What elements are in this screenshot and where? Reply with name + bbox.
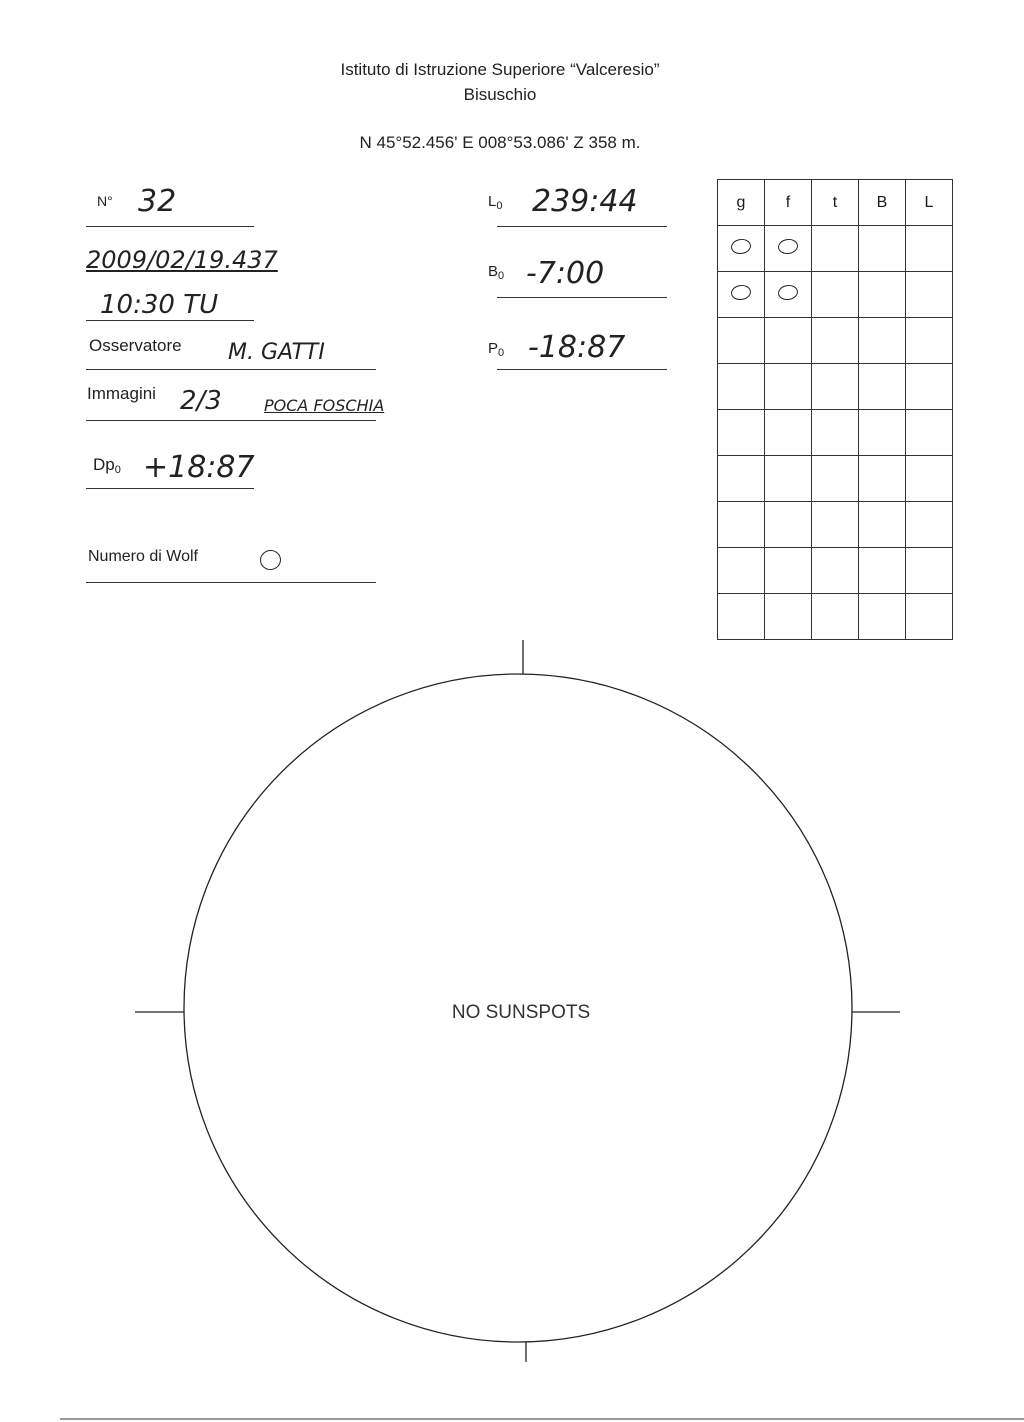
table-cell-t — [812, 364, 859, 410]
table-cell-b — [859, 226, 906, 272]
header-l: L — [906, 180, 953, 226]
table-cell-g — [718, 318, 765, 364]
header-t: t — [812, 180, 859, 226]
l0-label-sub: 0 — [496, 200, 503, 212]
b0-label — [488, 263, 504, 282]
header-g: g — [718, 180, 765, 226]
table-cell-t — [812, 226, 859, 272]
table-cell-b — [859, 502, 906, 548]
table-cell-f — [765, 594, 812, 640]
zero-mark — [730, 284, 752, 302]
dp0-label-sub: 0 — [114, 464, 121, 476]
observer-rule — [86, 369, 376, 370]
table-row — [718, 226, 953, 272]
table-cell-f — [765, 410, 812, 456]
table-cell-t — [812, 272, 859, 318]
observer-value: M. GATTI — [228, 340, 325, 365]
table-cell-g — [718, 502, 765, 548]
table-cell-l — [906, 226, 953, 272]
table-row — [718, 456, 953, 502]
table-cell-g — [718, 548, 765, 594]
cell-value — [789, 299, 790, 300]
images-note: POCA FOSCHIA — [264, 396, 385, 415]
table-cell-b — [859, 364, 906, 410]
table-cell-t — [812, 502, 859, 548]
institute-name: Istituto di Istruzione Superiore “Valceresio” — [340, 60, 660, 79]
table-cell-l — [906, 272, 953, 318]
l0-rule — [497, 226, 667, 227]
cell-value — [742, 299, 743, 300]
table-cell-l — [906, 594, 953, 640]
no-sunspots-note: NO SUNSPOTS — [451, 1002, 591, 1023]
header-f: f — [765, 180, 812, 226]
zero-mark — [730, 238, 752, 256]
time-rule — [86, 320, 254, 321]
p0-label-sub: 0 — [498, 347, 505, 359]
time-value: 10:30 TU — [100, 290, 219, 320]
dp0-rule — [86, 488, 254, 489]
l0-label-text: L — [488, 193, 497, 210]
table-cell-f — [765, 502, 812, 548]
table-cell-g — [718, 594, 765, 640]
table-cell-f — [765, 364, 812, 410]
table-header-row — [718, 180, 953, 226]
table-cell-t — [812, 594, 859, 640]
table-cell-t — [812, 410, 859, 456]
table-cell-l — [906, 410, 953, 456]
table-row — [718, 272, 953, 318]
date-value: 2009/02/19.437 — [86, 246, 278, 274]
wolf-value-mark — [258, 548, 282, 571]
table-cell-l — [906, 364, 953, 410]
solar-disk-diagram — [130, 636, 910, 1366]
table-cell-b — [859, 272, 906, 318]
observer-label: Osservatore — [89, 336, 182, 355]
p0-rule — [497, 369, 667, 370]
table-row — [718, 594, 953, 640]
wolf-rule — [86, 582, 376, 583]
cell-value — [789, 253, 790, 254]
cell-value — [742, 253, 743, 254]
dp0-label-text: Dp — [93, 455, 115, 474]
images-rule — [86, 420, 376, 421]
zero-mark — [777, 238, 799, 256]
table-row — [718, 410, 953, 456]
table-cell-g — [718, 226, 765, 272]
group-count-table — [717, 179, 953, 640]
dp0-label — [93, 455, 121, 476]
l0-label — [488, 193, 502, 212]
b0-label-text: B — [488, 263, 499, 280]
p0-value: -18:87 — [528, 330, 626, 365]
table-cell-t — [812, 548, 859, 594]
table-cell-f — [765, 226, 812, 272]
header-b: B — [859, 180, 906, 226]
table-cell-l — [906, 548, 953, 594]
table-cell-g — [718, 456, 765, 502]
b0-rule — [497, 297, 667, 298]
table-cell-b — [859, 456, 906, 502]
table-cell-b — [859, 410, 906, 456]
table-cell-b — [859, 318, 906, 364]
l0-value: 239:44 — [532, 184, 638, 219]
zero-mark — [777, 284, 799, 302]
table-cell-l — [906, 318, 953, 364]
table-cell-t — [812, 318, 859, 364]
p0-label — [488, 340, 504, 359]
images-value: 2/3 — [180, 386, 222, 416]
dp0-value: +18:87 — [143, 450, 255, 485]
wolf-value — [0, 0, 1, 1]
b0-value: -7:00 — [526, 256, 605, 291]
table-cell-g — [718, 410, 765, 456]
table-cell-g — [718, 364, 765, 410]
table-cell-f — [765, 548, 812, 594]
site-coordinates: N 45°52.456' E 008°53.086' Z 358 m. — [359, 133, 641, 152]
table-cell-b — [859, 548, 906, 594]
number-value: 32 — [138, 184, 177, 219]
scan-edge — [60, 1418, 1024, 1420]
table-cell-t — [812, 456, 859, 502]
table-cell-l — [906, 456, 953, 502]
b0-label-sub: 0 — [498, 270, 505, 282]
table-cell-g — [718, 272, 765, 318]
number-rule — [86, 226, 254, 227]
table-row — [718, 548, 953, 594]
p0-label-text: P — [488, 340, 499, 357]
wolf-label: Numero di Wolf — [88, 548, 198, 565]
number-label: N° — [97, 193, 113, 209]
table-cell-f — [765, 456, 812, 502]
table-cell-f — [765, 318, 812, 364]
table-row — [718, 502, 953, 548]
images-label: Immagini — [87, 384, 156, 403]
table-cell-f — [765, 272, 812, 318]
table-cell-b — [859, 594, 906, 640]
town-name: Bisuschio — [463, 85, 537, 104]
table-row — [718, 364, 953, 410]
table-row — [718, 318, 953, 364]
table-cell-l — [906, 502, 953, 548]
